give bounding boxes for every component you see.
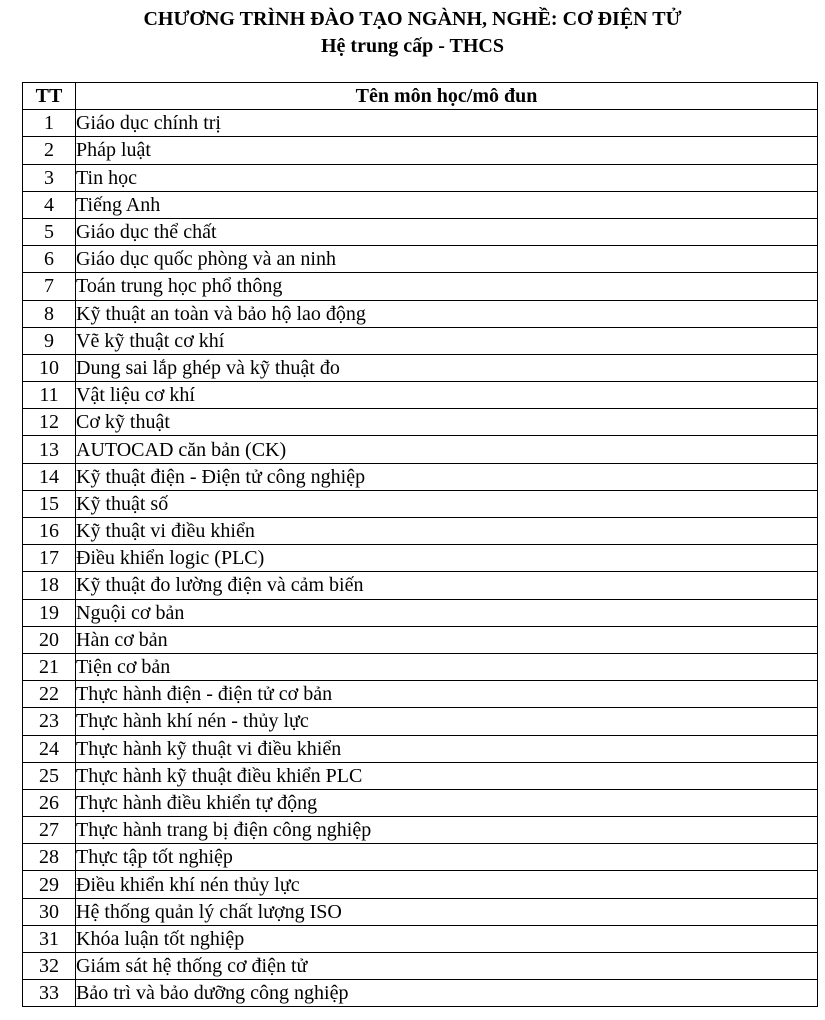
title-line-level: Hệ trung cấp - THCS: [321, 35, 504, 57]
table-header-row: [23, 83, 818, 110]
subject-name: Toán trung học phổ thông: [76, 273, 818, 300]
subject-name: Thực hành kỹ thuật điều khiển PLC: [76, 762, 818, 789]
table-row: [23, 110, 818, 137]
subject-name: Thực tập tốt nghiệp: [76, 844, 818, 871]
subject-name: Nguội cơ bản: [76, 599, 818, 626]
subject-name: Vẽ kỹ thuật cơ khí: [76, 327, 818, 354]
subject-name: Thực hành điện - điện tử cơ bản: [76, 681, 818, 708]
row-number: 6: [23, 246, 76, 273]
table-row: [23, 681, 818, 708]
table-row: [23, 708, 818, 735]
table-row: [23, 463, 818, 490]
row-number: 15: [23, 490, 76, 517]
table-row: [23, 789, 818, 816]
subject-name: Kỹ thuật an toàn và bảo hộ lao động: [76, 300, 818, 327]
table-row: [23, 871, 818, 898]
row-number: 5: [23, 218, 76, 245]
row-number: 29: [23, 871, 76, 898]
curriculum-table: [22, 82, 818, 1007]
subject-name: Kỹ thuật điện - Điện tử công nghiệp: [76, 463, 818, 490]
subject-name: Kỹ thuật vi điều khiển: [76, 518, 818, 545]
table-body: [23, 110, 818, 1007]
subject-name: Hàn cơ bản: [76, 626, 818, 653]
row-number: 22: [23, 681, 76, 708]
subject-name: Giáo dục chính trị: [76, 110, 818, 137]
header-subject-name: Tên môn học/mô đun: [76, 83, 818, 110]
row-number: 2: [23, 137, 76, 164]
subject-name: Hệ thống quản lý chất lượng ISO: [76, 898, 818, 925]
row-number: 12: [23, 409, 76, 436]
subject-name: Vật liệu cơ khí: [76, 382, 818, 409]
table-row: [23, 490, 818, 517]
row-number: 27: [23, 817, 76, 844]
row-number: 8: [23, 300, 76, 327]
row-number: 16: [23, 518, 76, 545]
subject-name: Thực hành khí nén - thủy lực: [76, 708, 818, 735]
table-row: [23, 246, 818, 273]
table-row: [23, 545, 818, 572]
subject-name: Thực hành trang bị điện công nghiệp: [76, 817, 818, 844]
table-row: [23, 626, 818, 653]
title-line-program: CHƯƠNG TRÌNH ĐÀO TẠO NGÀNH, NGHỀ: CƠ ĐIỆN TỬ: [143, 8, 682, 30]
subject-name: Giám sát hệ thống cơ điện tử: [76, 953, 818, 980]
row-number: 30: [23, 898, 76, 925]
row-number: 7: [23, 273, 76, 300]
subject-name: Kỹ thuật số: [76, 490, 818, 517]
subject-name: Tiện cơ bản: [76, 653, 818, 680]
table-row: [23, 137, 818, 164]
row-number: 3: [23, 164, 76, 191]
row-number: 18: [23, 572, 76, 599]
row-number: 14: [23, 463, 76, 490]
table-row: [23, 817, 818, 844]
table-row: [23, 300, 818, 327]
subject-name: Dung sai lắp ghép và kỹ thuật đo: [76, 354, 818, 381]
header-index: TT: [23, 83, 76, 110]
subject-name: Giáo dục thể chất: [76, 218, 818, 245]
table-row: [23, 844, 818, 871]
subject-name: Thực hành điều khiển tự động: [76, 789, 818, 816]
table-row: [23, 762, 818, 789]
row-number: 10: [23, 354, 76, 381]
table-row: [23, 980, 818, 1007]
subject-name: Khóa luận tốt nghiệp: [76, 925, 818, 952]
subject-name: Giáo dục quốc phòng và an ninh: [76, 246, 818, 273]
table-row: [23, 164, 818, 191]
table-row: [23, 191, 818, 218]
table-row: [23, 382, 818, 409]
subject-name: Kỹ thuật đo lường điện và cảm biến: [76, 572, 818, 599]
row-number: 31: [23, 925, 76, 952]
table-row: [23, 273, 818, 300]
subject-name: Pháp luật: [76, 137, 818, 164]
row-number: 33: [23, 980, 76, 1007]
row-number: 17: [23, 545, 76, 572]
table-row: [23, 354, 818, 381]
subject-name: Tiếng Anh: [76, 191, 818, 218]
row-number: 19: [23, 599, 76, 626]
table-row: [23, 327, 818, 354]
table-row: [23, 953, 818, 980]
row-number: 21: [23, 653, 76, 680]
row-number: 32: [23, 953, 76, 980]
row-number: 13: [23, 436, 76, 463]
row-number: 24: [23, 735, 76, 762]
subject-name: Bảo trì và bảo dưỡng công nghiệp: [76, 980, 818, 1007]
table-row: [23, 653, 818, 680]
table-row: [23, 409, 818, 436]
row-number: 9: [23, 327, 76, 354]
subject-name: Cơ kỹ thuật: [76, 409, 818, 436]
subject-name: Điều khiển khí nén thủy lực: [76, 871, 818, 898]
table-row: [23, 436, 818, 463]
subject-name: Thực hành kỹ thuật vi điều khiển: [76, 735, 818, 762]
row-number: 1: [23, 110, 76, 137]
subject-name: Tin học: [76, 164, 818, 191]
table-row: [23, 518, 818, 545]
table-row: [23, 218, 818, 245]
row-number: 23: [23, 708, 76, 735]
table-row: [23, 898, 818, 925]
row-number: 28: [23, 844, 76, 871]
table-row: [23, 925, 818, 952]
table-row: [23, 599, 818, 626]
row-number: 25: [23, 762, 76, 789]
document-title: [0, 6, 825, 60]
table-row: [23, 572, 818, 599]
row-number: 4: [23, 191, 76, 218]
table-row: [23, 735, 818, 762]
subject-name: AUTOCAD căn bản (CK): [76, 436, 818, 463]
subject-name: Điều khiển logic (PLC): [76, 545, 818, 572]
row-number: 20: [23, 626, 76, 653]
row-number: 26: [23, 789, 76, 816]
row-number: 11: [23, 382, 76, 409]
